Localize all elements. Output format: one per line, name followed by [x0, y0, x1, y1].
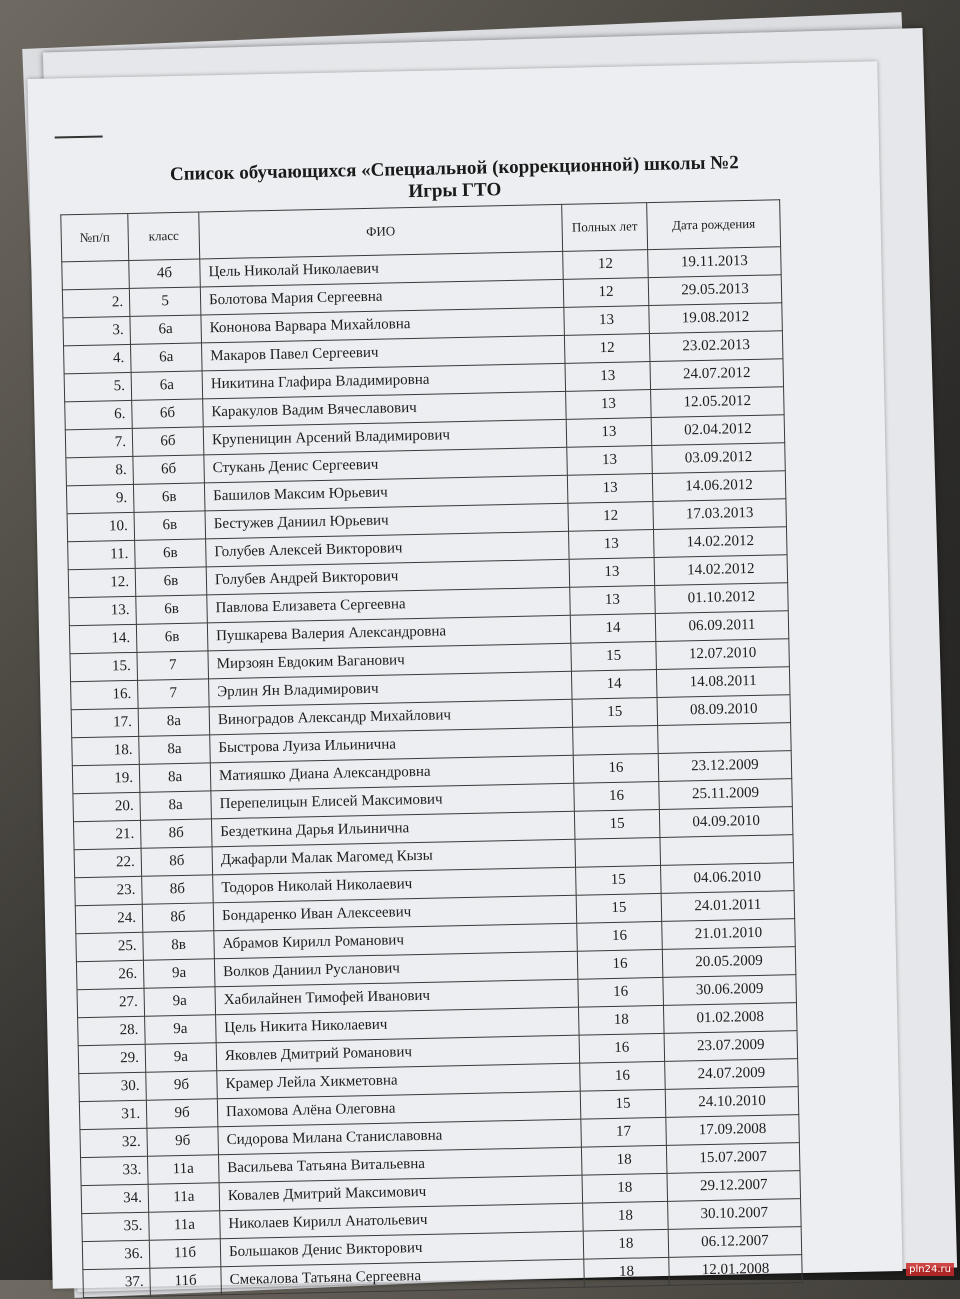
cell-num: 30. — [79, 1072, 147, 1101]
cell-age: 13 — [565, 362, 651, 392]
cell-fio: Быстрова Луиза Ильинична — [210, 727, 574, 763]
cell-class: 5 — [129, 287, 201, 316]
cell-dob: 29.12.2007 — [667, 1171, 801, 1202]
cell-fio: Крамер Лейла Хикметовна — [217, 1063, 581, 1099]
cell-age: 15 — [576, 893, 662, 923]
cell-age: 12 — [568, 502, 654, 532]
cell-fio: Виноградов Александр Михайлович — [209, 699, 573, 735]
cell-fio: Бондаренко Иван Алексеевич — [213, 895, 577, 931]
cell-fio: Голубев Алексей Викторович — [206, 531, 570, 567]
cell-fio: Голубев Андрей Викторович — [206, 559, 570, 595]
cell-dob: 04.06.2010 — [661, 863, 795, 894]
cell-fio: Эрлин Ян Владимирович — [209, 671, 573, 707]
cell-age: 18 — [584, 1257, 670, 1287]
cell-age: 15 — [572, 697, 658, 727]
cell-class: 9б — [147, 1127, 219, 1156]
cell-dob: 12.07.2010 — [656, 639, 790, 670]
cell-num: 32. — [80, 1128, 148, 1157]
cell-class: 8а — [138, 707, 210, 736]
cell-dob: 02.04.2012 — [651, 415, 785, 446]
cell-fio: Николаев Кирилл Анатольевич — [220, 1203, 584, 1239]
cell-fio: Макаров Павел Сергеевич — [201, 335, 565, 371]
cell-num: 3. — [63, 316, 131, 345]
cell-age: 16 — [574, 781, 660, 811]
cell-num: 24. — [75, 904, 143, 933]
cell-dob: 01.02.2008 — [663, 1003, 797, 1034]
cell-age: 15 — [574, 809, 660, 839]
cell-age: 18 — [578, 1005, 664, 1035]
cell-dob: 24.07.2009 — [665, 1059, 799, 1090]
cell-class: 9а — [144, 987, 216, 1016]
cell-dob: 24.01.2011 — [661, 891, 795, 922]
cell-dob: 23.12.2009 — [658, 751, 792, 782]
cell-class: 6а — [131, 343, 203, 372]
cell-dob: 29.05.2013 — [648, 275, 782, 306]
cell-age: 16 — [579, 1033, 665, 1063]
cell-num: 16. — [71, 680, 139, 709]
cell-class: 9а — [145, 1043, 217, 1072]
cell-class: 4б — [129, 259, 201, 288]
cell-age: 12 — [563, 278, 649, 308]
site-watermark: pln24.ru — [906, 1263, 954, 1276]
cell-class: 6б — [132, 427, 204, 456]
cell-class: 7 — [138, 679, 210, 708]
cell-class: 11а — [148, 1155, 220, 1184]
table-body — [62, 247, 803, 1298]
cell-fio: Смекалова Татьяна Сергеевна — [221, 1259, 585, 1295]
cell-fio: Волков Даниил Русланович — [214, 951, 578, 987]
cell-dob: 30.06.2009 — [663, 975, 797, 1006]
cell-age: 13 — [569, 558, 655, 588]
cell-num: 22. — [74, 848, 142, 877]
cell-class: 6в — [136, 595, 208, 624]
cell-num — [62, 260, 130, 289]
cell-fio: Кононова Варвара Михайловна — [201, 307, 565, 343]
cell-fio: Цель Николай Николаевич — [200, 251, 564, 287]
cell-age: 15 — [576, 865, 662, 895]
cell-class: 8б — [141, 847, 213, 876]
cell-num: 20. — [73, 792, 141, 821]
cell-class: 11б — [150, 1267, 222, 1296]
cell-dob: 23.02.2013 — [649, 331, 783, 362]
cell-dob: 12.01.2008 — [669, 1255, 803, 1286]
cell-fio: Бездеткина Дарья Ильинична — [211, 811, 575, 847]
cell-age — [573, 725, 659, 755]
cell-dob — [660, 835, 794, 866]
cell-num: 27. — [77, 988, 145, 1017]
cell-num: 31. — [79, 1100, 147, 1129]
cell-fio: Сидорова Милана Станиславовна — [218, 1119, 582, 1155]
cell-num: 26. — [76, 960, 144, 989]
cell-fio: Перепелицын Елисей Максимович — [211, 783, 575, 819]
top-rule-mark — [55, 135, 103, 138]
cell-age: 15 — [571, 641, 657, 671]
cell-num: 13. — [69, 596, 137, 625]
cell-dob: 24.07.2012 — [650, 359, 784, 390]
cell-age — [575, 837, 661, 867]
cell-class: 9б — [146, 1099, 218, 1128]
cell-age: 13 — [567, 474, 653, 504]
cell-dob: 24.10.2010 — [665, 1087, 799, 1118]
cell-dob: 12.05.2012 — [651, 387, 785, 418]
cell-age: 14 — [571, 669, 657, 699]
cell-fio: Башилов Максим Юрьевич — [204, 475, 568, 511]
cell-fio: Тодоров Николай Николаевич — [213, 867, 577, 903]
cell-num: 35. — [82, 1212, 150, 1241]
cell-num: 7. — [65, 428, 133, 457]
cell-dob: 01.10.2012 — [655, 583, 789, 614]
cell-dob: 19.11.2013 — [648, 247, 782, 278]
cell-class: 8а — [139, 763, 211, 792]
cell-dob — [658, 723, 792, 754]
cell-fio: Яковлев Дмитрий Романович — [216, 1035, 580, 1071]
cell-dob: 06.12.2007 — [668, 1227, 802, 1258]
cell-age: 16 — [573, 753, 659, 783]
cell-age: 18 — [581, 1145, 667, 1175]
cell-class: 6в — [134, 511, 206, 540]
cell-fio: Бестужев Даниил Юрьевич — [205, 503, 569, 539]
cell-dob: 19.08.2012 — [649, 303, 783, 334]
cell-num: 33. — [81, 1156, 149, 1185]
cell-fio: Большаков Денис Викторович — [220, 1231, 584, 1267]
cell-class: 9б — [146, 1071, 218, 1100]
cell-num: 2. — [62, 288, 130, 317]
cell-num: 11. — [68, 540, 136, 569]
cell-age: 18 — [583, 1201, 669, 1231]
cell-dob: 25.11.2009 — [659, 779, 793, 810]
cell-num: 23. — [75, 876, 143, 905]
header-dob: Дата рождения — [647, 200, 781, 250]
cell-num: 4. — [64, 344, 132, 373]
cell-dob: 30.10.2007 — [668, 1199, 802, 1230]
cell-class: 11б — [149, 1239, 221, 1268]
cell-dob: 21.01.2010 — [662, 919, 796, 950]
cell-dob: 14.06.2012 — [652, 471, 786, 502]
cell-age: 16 — [580, 1061, 666, 1091]
cell-age: 13 — [566, 418, 652, 448]
cell-num: 21. — [73, 820, 141, 849]
cell-dob: 04.09.2010 — [659, 807, 793, 838]
cell-num: 14. — [69, 624, 137, 653]
cell-num: 17. — [71, 708, 139, 737]
cell-num: 9. — [66, 484, 134, 513]
cell-fio: Джафарли Малак Магомед Кызы — [212, 839, 576, 875]
cell-class: 11а — [149, 1211, 221, 1240]
document-title: Список обучающихся «Специальной (коррекционной) школы №2 — [169, 152, 739, 186]
cell-num: 12. — [68, 568, 136, 597]
cell-dob: 17.09.2008 — [666, 1115, 800, 1146]
cell-fio: Мирзоян Евдоким Ваганович — [208, 643, 572, 679]
cell-fio: Матияшко Диана Александровна — [210, 755, 574, 791]
cell-class: 9а — [145, 1015, 217, 1044]
cell-class: 6а — [131, 371, 203, 400]
cell-fio: Никитина Глафира Владимировна — [202, 363, 566, 399]
cell-fio: Хабилайнен Тимофей Иванович — [215, 979, 579, 1015]
cell-fio: Пахомова Алёна Олеговна — [217, 1091, 581, 1127]
cell-age: 14 — [570, 614, 656, 644]
cell-class: 6в — [135, 567, 207, 596]
cell-fio: Васильева Татьяна Витальевна — [218, 1147, 582, 1183]
cell-dob: 14.08.2011 — [656, 667, 790, 698]
cell-num: 8. — [66, 456, 134, 485]
header-fio: ФИО — [199, 204, 563, 259]
cell-age: 13 — [566, 390, 652, 420]
cell-dob: 14.02.2012 — [654, 555, 788, 586]
cell-age: 18 — [582, 1173, 668, 1203]
document-subtitle: Игры ГТО — [408, 179, 502, 203]
cell-num: 37. — [83, 1268, 151, 1297]
cell-num: 28. — [78, 1016, 146, 1045]
cell-class: 6б — [132, 399, 204, 428]
header-class: класс — [128, 212, 200, 260]
cell-fio: Абрамов Кирилл Романович — [214, 923, 578, 959]
cell-class: 6б — [133, 455, 205, 484]
cell-age: 13 — [570, 586, 656, 616]
cell-age: 15 — [580, 1089, 666, 1119]
cell-num: 6. — [65, 400, 133, 429]
cell-num: 15. — [70, 652, 138, 681]
cell-age: 16 — [578, 977, 664, 1007]
cell-num: 10. — [67, 512, 135, 541]
cell-age: 13 — [569, 530, 655, 560]
cell-fio: Каракулов Вадим Вячеславович — [203, 391, 567, 427]
cell-age: 18 — [583, 1229, 669, 1259]
cell-num: 19. — [72, 764, 140, 793]
cell-age: 13 — [567, 446, 653, 476]
students-table — [60, 199, 803, 1298]
cell-age: 12 — [564, 334, 650, 364]
cell-class: 9а — [143, 959, 215, 988]
cell-class: 8а — [139, 735, 211, 764]
cell-num: 18. — [72, 736, 140, 765]
header-num: №п/п — [61, 213, 129, 261]
cell-class: 6в — [136, 623, 208, 652]
cell-class: 6а — [130, 315, 202, 344]
cell-age: 12 — [563, 250, 649, 280]
cell-dob: 08.09.2010 — [657, 695, 791, 726]
cell-fio: Болотова Мария Сергеевна — [200, 279, 564, 315]
cell-fio: Цель Никита Николаевич — [216, 1007, 580, 1043]
cell-age: 16 — [577, 921, 663, 951]
cell-num: 29. — [78, 1044, 146, 1073]
cell-num: 5. — [64, 372, 132, 401]
cell-fio: Стукань Денис Сергеевич — [204, 447, 568, 483]
cell-class: 7 — [137, 651, 209, 680]
document-page — [27, 61, 902, 1289]
cell-age: 16 — [577, 949, 663, 979]
cell-class: 6в — [133, 483, 205, 512]
cell-class: 8б — [142, 903, 214, 932]
cell-class: 11а — [148, 1183, 220, 1212]
cell-dob: 06.09.2011 — [655, 611, 789, 642]
cell-dob: 03.09.2012 — [652, 443, 786, 474]
cell-class: 8б — [142, 875, 214, 904]
cell-class: 8в — [143, 931, 215, 960]
cell-class: 6в — [135, 539, 207, 568]
cell-num: 25. — [76, 932, 144, 961]
cell-fio: Пушкарева Валерия Александровна — [207, 615, 571, 651]
cell-dob: 14.02.2012 — [653, 527, 787, 558]
cell-dob: 20.05.2009 — [662, 947, 796, 978]
cell-age: 13 — [564, 306, 650, 336]
cell-dob: 23.07.2009 — [664, 1031, 798, 1062]
cell-age: 17 — [581, 1117, 667, 1147]
cell-dob: 15.07.2007 — [666, 1143, 800, 1174]
header-age: Полных лет — [562, 203, 648, 252]
cell-num: 34. — [81, 1184, 149, 1213]
cell-dob: 17.03.2013 — [653, 499, 787, 530]
cell-num: 36. — [82, 1240, 150, 1269]
cell-fio: Павлова Елизавета Сергеевна — [207, 587, 571, 623]
cell-class: 8а — [140, 791, 212, 820]
cell-class: 8б — [140, 819, 212, 848]
cell-fio: Ковалев Дмитрий Максимович — [219, 1175, 583, 1211]
cell-fio: Крупеницин Арсений Владимирович — [203, 419, 567, 455]
